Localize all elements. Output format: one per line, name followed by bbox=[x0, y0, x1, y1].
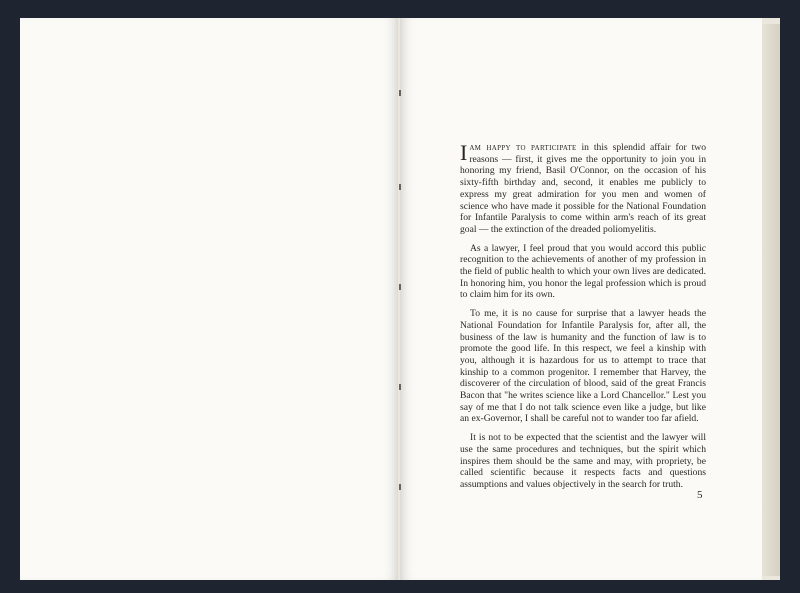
paragraph-1 bbox=[460, 142, 706, 236]
open-book bbox=[20, 18, 780, 580]
binding-stitch bbox=[399, 284, 401, 290]
right-page bbox=[400, 18, 762, 580]
drop-cap: I bbox=[460, 140, 468, 165]
binding-stitch bbox=[399, 90, 401, 96]
binding-stitch bbox=[399, 384, 401, 390]
left-page bbox=[20, 18, 398, 580]
paragraph-4: It is not to be expected that the scientist and the lawyer will use the same procedures and techniques, but the spirit which inspires them should be the same and may, with propriety, be called scientific because it respects facts and questions assumptions and values objectively in the search for truth. bbox=[460, 432, 706, 490]
binding-stitch bbox=[399, 484, 401, 490]
page-number: 5 bbox=[697, 489, 703, 501]
binding-stitch bbox=[399, 184, 401, 190]
paragraph-2: As a lawyer, I feel proud that you would accord this public recognition to the achievements of another of my profession in the field of public health to which your own lives are dedicated. In honoring him, you honor the legal profession which is proud to claim him for its own. bbox=[460, 242, 706, 301]
paragraph-1-text: in this splendid affair for two reasons — first, it gives me the opportunity to join you in honoring my friend, Basil O'Connor, on the occasion of his sixty-fifth birthday and, second, it enables me publicly to express my great admiration for you men and women of science who have made it possible for the National Foundation for Infantile Paralysis to come within arm's reach of its great goal — the extinction of the dreaded poliomyelitis. bbox=[460, 142, 706, 235]
page-text bbox=[460, 142, 706, 498]
page-edges bbox=[762, 24, 780, 576]
paragraph-3: To me, it is no cause for surprise that a lawyer heads the National Foundation for Infantile Paralysis for, after all, the business of the law is humanity and the function of law is to promote the good life. In this respect, we feel a kinship with you, although it is hazardous for us to attempt to trace that kinship to a common progenitor. I remember that Harvey, the discoverer of the circulation of blood, said of the great Francis Bacon that "he writes science like a Lord Chancellor." Lest you say of me that I do not talk science even like a judge, but like an ex-Governor, I shall be careful not to wander too far afield. bbox=[460, 308, 706, 425]
lead-in: am happy to participate bbox=[469, 142, 577, 153]
